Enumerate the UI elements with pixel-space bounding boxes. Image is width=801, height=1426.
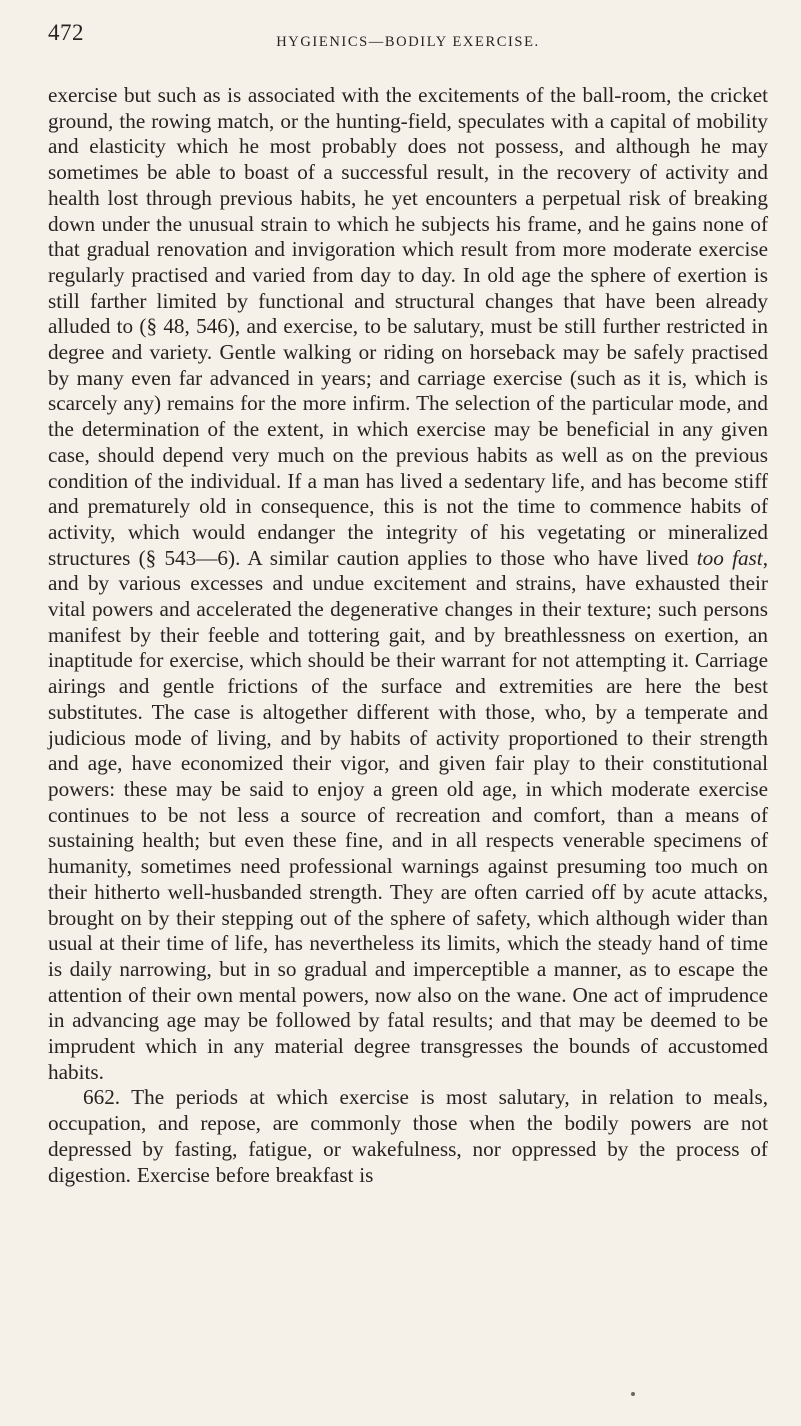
print-mark — [631, 1392, 635, 1396]
paragraph-text-part-1: exercise but such as is associated with the excitements of the ball-room, the cricket ground, the rowing match, or the hunting-field, speculates with a capital of mobility and elasticity which he most probably does not possess, and although he may sometimes be able to boast of a successful result, in the recovery of activity and health lost through previous habits, he yet encounters a perpetual risk of breaking down under the unusual strain to which he subjects his frame, and he gains none of that gradual renovation and invigoration which result from more moderate exercise regularly practised and varied from day to day. In old age the sphere of exertion is still farther limited by functional and structural changes that have been already alluded to (§ 48, 546), and exercise, to be salutary, must be still further restricted in degree and variety. Gentle walking or riding on horseback may be safely practised by many even far advanced in years; and carriage exercise (such as it is, which is scarcely any) remains for the more infirm. The selection of the particular mode, and the determination of the extent, in which exercise may be beneficial in any given case, should depend very much on the previous habits as well as on the previous condition of the individual. If a man has lived a sedentary life, and has become stiff and prematurely old in consequence, this is not the time to commence habits of activity, which would endanger the integrity of his vegetating or mineralized structures (§ 543—6). A similar caution applies to those who have lived — [48, 83, 768, 570]
paragraph-662: 662. The periods at which exercise is most salutary, in relation to meals, occupation, and repose, are commonly those when the bodily powers are not depressed by fasting, fatigue, or wakefulness, nor oppressed by the process of digestion. Exercise before breakfast is — [48, 1085, 768, 1187]
page-header — [48, 20, 768, 60]
running-head: HYGIENICS—BODILY EXERCISE. — [276, 34, 540, 50]
paragraph-continued — [48, 83, 768, 1085]
emphasized-phrase: too fast — [696, 545, 763, 570]
body-text — [48, 83, 768, 1188]
page-number: 472 — [48, 20, 84, 45]
paragraph-text-part-2: , and by various excesses and undue excitement and strains, have exhausted their vital powers and accelerated the degenerative changes in their texture; such persons manifest by their feeble and tottering gait, and by breathlessness on exertion, an inaptitude for exercise, which should be their warrant for not attempting it. Carriage airings and gentle frictions of the surface and extremities are here the best substitutes. The case is altogether different with those, who, by a temperate and judicious mode of living, and by habits of activity proportioned to their strength and age, have economized their vigor, and given fair play to their constitutional powers: these may be said to enjoy a green old age, in which moderate exercise continues to be not less a source of recreation and comfort, than a means of sustaining health; but even these fine, and in all respects venerable specimens of humanity, sometimes need professional warnings against presuming too much on their hitherto well-husbanded strength. They are often carried off by acute attacks, brought on by their stepping out of the sphere of safety, which although wider than usual at their time of life, has nevertheless its limits, which the steady hand of time is daily narrowing, but in so gradual and imperceptible a manner, as to escape the attention of their own mental powers, now also on the wane. One act of imprudence in advancing age may be followed by fatal results; and that may be deemed to be imprudent which in any material degree transgresses the bounds of accustomed habits. — [48, 545, 768, 1084]
